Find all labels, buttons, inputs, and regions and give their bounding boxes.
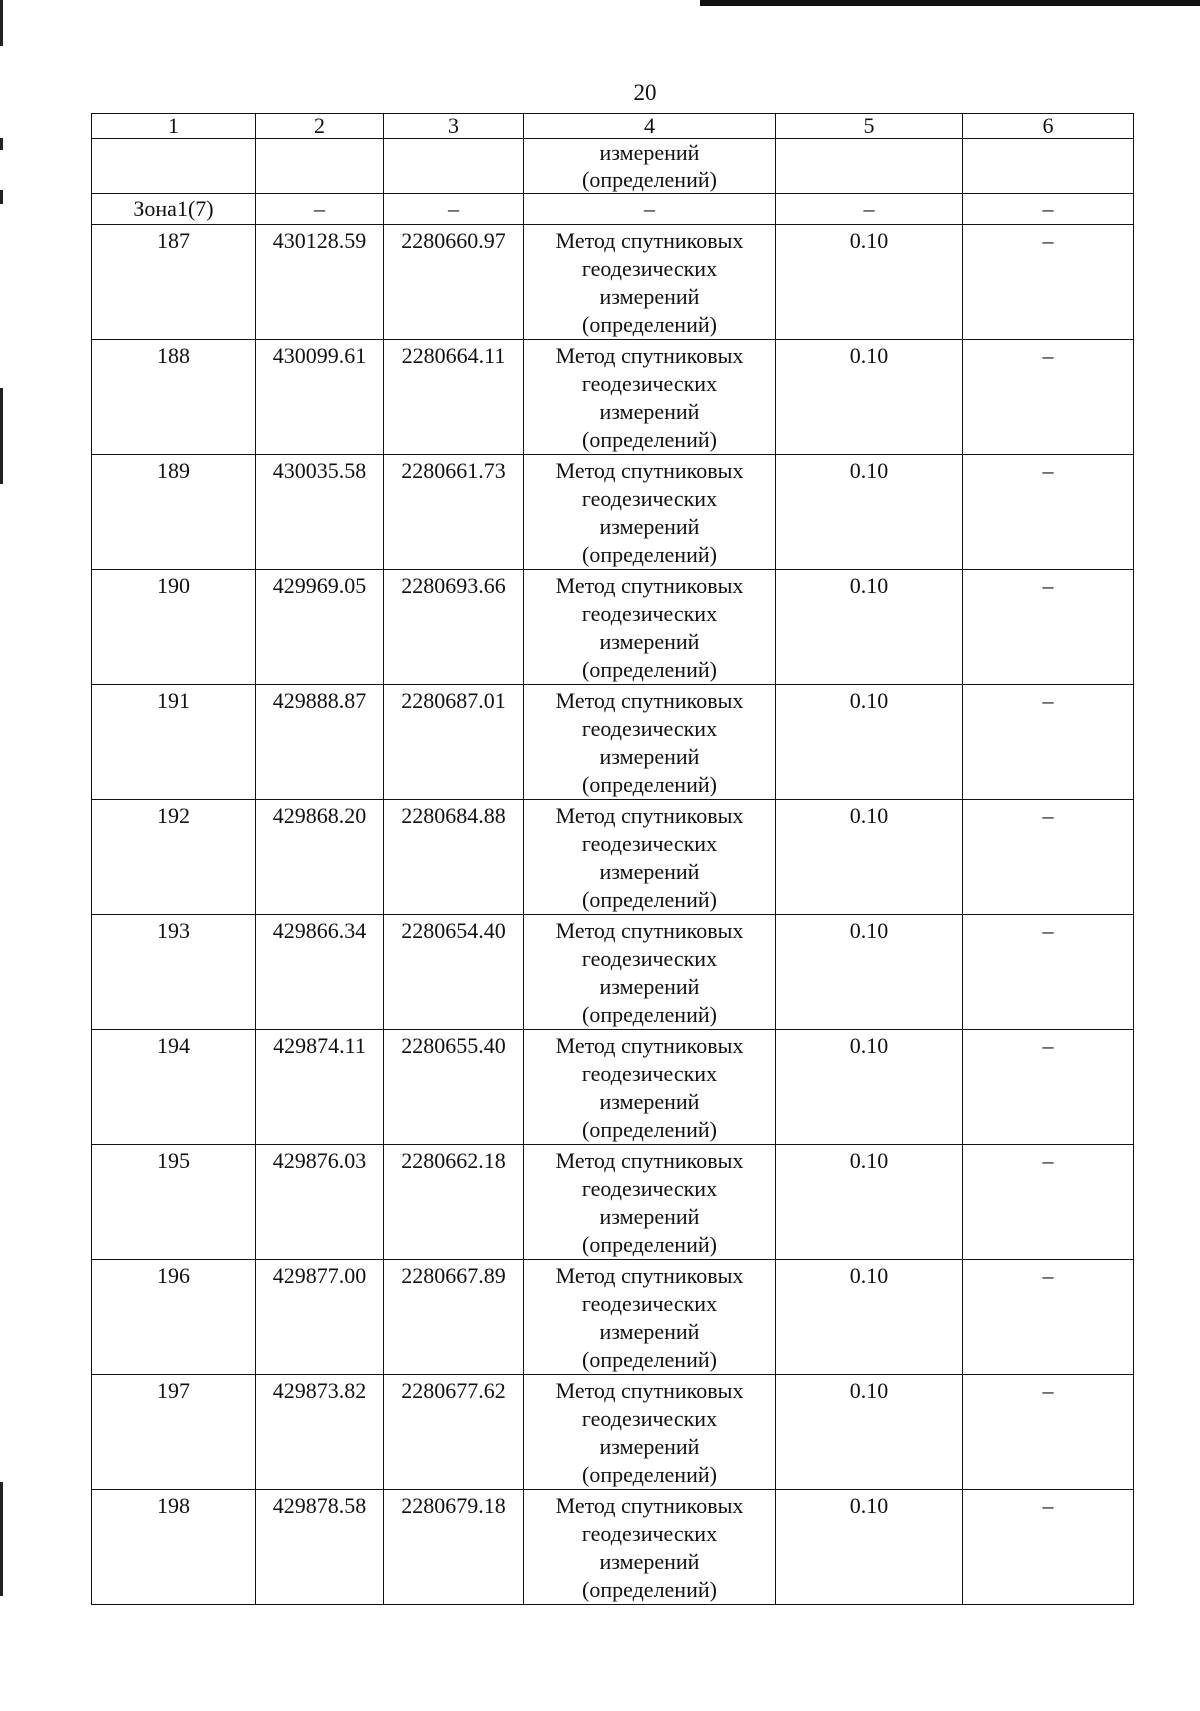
method-line: (определений) bbox=[582, 1347, 717, 1372]
method-line: (определений) bbox=[582, 427, 717, 452]
accuracy-cell: 0.10 bbox=[776, 1030, 963, 1145]
accuracy-cell: 0.10 bbox=[776, 1375, 963, 1490]
table-cell bbox=[384, 139, 524, 194]
note-cell: – bbox=[963, 915, 1134, 1030]
y-coordinate-cell: 2280661.73 bbox=[384, 455, 524, 570]
method-line: (определений) bbox=[582, 887, 717, 912]
method-line: геодезических bbox=[581, 601, 718, 626]
note-cell: – bbox=[963, 1490, 1134, 1605]
point-number-cell: 194 bbox=[92, 1030, 256, 1145]
x-coordinate-cell: 429868.20 bbox=[256, 800, 384, 915]
method-line: измерений bbox=[599, 284, 700, 309]
x-coordinate-cell: 430035.58 bbox=[256, 455, 384, 570]
column-header: 2 bbox=[256, 114, 384, 139]
y-coordinate-cell: 2280693.66 bbox=[384, 570, 524, 685]
table-row bbox=[92, 1145, 1134, 1260]
accuracy-cell: 0.10 bbox=[776, 1260, 963, 1375]
table-row bbox=[92, 1260, 1134, 1375]
point-number-cell: 195 bbox=[92, 1145, 256, 1260]
accuracy-cell: 0.10 bbox=[776, 570, 963, 685]
method-line: (определений) bbox=[582, 312, 717, 337]
method-line: Метод спутниковых bbox=[555, 688, 744, 713]
method-line: (определений) bbox=[582, 1232, 717, 1257]
method-cell bbox=[524, 570, 776, 685]
method-line: Метод спутниковых bbox=[555, 1148, 744, 1173]
method-cell bbox=[524, 455, 776, 570]
table-header-row bbox=[92, 114, 1134, 139]
point-number-cell: 197 bbox=[92, 1375, 256, 1490]
top-scan-rule bbox=[700, 0, 1200, 6]
y-coordinate-cell: 2280660.97 bbox=[384, 225, 524, 340]
note-cell: – bbox=[963, 340, 1134, 455]
table-row bbox=[92, 455, 1134, 570]
zone-row bbox=[92, 194, 1134, 225]
point-number-cell: 193 bbox=[92, 915, 256, 1030]
method-line: измерений bbox=[599, 859, 700, 884]
accuracy-cell: 0.10 bbox=[776, 915, 963, 1030]
method-line: Метод спутниковых bbox=[555, 803, 744, 828]
method-line: измерений bbox=[599, 1204, 700, 1229]
method-line: измерений bbox=[599, 1434, 700, 1459]
y-coordinate-cell: 2280684.88 bbox=[384, 800, 524, 915]
method-line: геодезических bbox=[581, 946, 718, 971]
method-cell bbox=[524, 685, 776, 800]
scan-mark-left bbox=[0, 1482, 3, 1596]
coordinates-table bbox=[91, 113, 1134, 1605]
table-row bbox=[92, 1375, 1134, 1490]
column-header: 4 bbox=[524, 114, 776, 139]
y-coordinate-cell: 2280664.11 bbox=[384, 340, 524, 455]
point-number-cell: 190 bbox=[92, 570, 256, 685]
note-cell: – bbox=[963, 1145, 1134, 1260]
column-header: 6 bbox=[963, 114, 1134, 139]
method-line: геодезических bbox=[581, 371, 718, 396]
x-coordinate-cell: 429866.34 bbox=[256, 915, 384, 1030]
method-line: Метод спутниковых bbox=[555, 1378, 744, 1403]
table-row bbox=[92, 570, 1134, 685]
method-line: измерений bbox=[599, 744, 700, 769]
point-number-cell: 191 bbox=[92, 685, 256, 800]
method-line: (определений) bbox=[582, 1577, 717, 1602]
point-number-cell: 198 bbox=[92, 1490, 256, 1605]
x-coordinate-cell: 429874.11 bbox=[256, 1030, 384, 1145]
note-cell: – bbox=[963, 225, 1134, 340]
x-coordinate-cell: 429873.82 bbox=[256, 1375, 384, 1490]
scan-mark-left bbox=[0, 0, 3, 46]
scan-mark-left bbox=[0, 190, 3, 204]
method-cell bbox=[524, 139, 776, 194]
table-cell bbox=[92, 139, 256, 194]
zone-dash: – bbox=[384, 194, 524, 225]
note-cell: – bbox=[963, 1375, 1134, 1490]
point-number-cell: 188 bbox=[92, 340, 256, 455]
method-line: Метод спутниковых bbox=[555, 573, 744, 598]
table-cell bbox=[963, 139, 1134, 194]
y-coordinate-cell: 2280662.18 bbox=[384, 1145, 524, 1260]
point-number-cell: 189 bbox=[92, 455, 256, 570]
method-line: измерений bbox=[599, 629, 700, 654]
note-cell: – bbox=[963, 685, 1134, 800]
method-line: (определений) bbox=[582, 772, 717, 797]
x-coordinate-cell: 429969.05 bbox=[256, 570, 384, 685]
x-coordinate-cell: 429888.87 bbox=[256, 685, 384, 800]
table-row bbox=[92, 1030, 1134, 1145]
note-cell: – bbox=[963, 1260, 1134, 1375]
method-line: (определений) bbox=[582, 1462, 717, 1487]
method-line: Метод спутниковых bbox=[555, 1033, 744, 1058]
y-coordinate-cell: 2280655.40 bbox=[384, 1030, 524, 1145]
method-line: геодезических bbox=[581, 831, 718, 856]
y-coordinate-cell: 2280679.18 bbox=[384, 1490, 524, 1605]
note-cell: – bbox=[963, 800, 1134, 915]
method-line: измерений bbox=[599, 974, 700, 999]
method-line: Метод спутниковых bbox=[555, 1493, 744, 1518]
accuracy-cell: 0.10 bbox=[776, 1490, 963, 1605]
method-cell bbox=[524, 1375, 776, 1490]
table-row bbox=[92, 800, 1134, 915]
method-line: Метод спутниковых bbox=[555, 458, 744, 483]
accuracy-cell: 0.10 bbox=[776, 685, 963, 800]
column-header: 1 bbox=[92, 114, 256, 139]
zone-dash: – bbox=[963, 194, 1134, 225]
note-cell: – bbox=[963, 1030, 1134, 1145]
method-line: измерений bbox=[599, 1089, 700, 1114]
method-line: геодезических bbox=[581, 256, 718, 281]
method-line: геодезических bbox=[581, 486, 718, 511]
accuracy-cell: 0.10 bbox=[776, 455, 963, 570]
note-cell: – bbox=[963, 570, 1134, 685]
point-number-cell: 192 bbox=[92, 800, 256, 915]
zone-dash: – bbox=[776, 194, 963, 225]
column-header: 3 bbox=[384, 114, 524, 139]
continuation-row bbox=[92, 139, 1134, 194]
method-cell bbox=[524, 340, 776, 455]
method-line: геодезических bbox=[581, 1061, 718, 1086]
accuracy-cell: 0.10 bbox=[776, 800, 963, 915]
accuracy-cell: 0.10 bbox=[776, 225, 963, 340]
method-line: (определений) bbox=[582, 657, 717, 682]
y-coordinate-cell: 2280654.40 bbox=[384, 915, 524, 1030]
table-row bbox=[92, 225, 1134, 340]
method-line: геодезических bbox=[581, 1406, 718, 1431]
scan-mark-left bbox=[0, 138, 3, 150]
accuracy-cell: 0.10 bbox=[776, 1145, 963, 1260]
y-coordinate-cell: 2280687.01 bbox=[384, 685, 524, 800]
point-number-cell: 196 bbox=[92, 1260, 256, 1375]
x-coordinate-cell: 430128.59 bbox=[256, 225, 384, 340]
column-header: 5 bbox=[776, 114, 963, 139]
method-cell bbox=[524, 800, 776, 915]
note-cell: – bbox=[963, 455, 1134, 570]
table-row bbox=[92, 340, 1134, 455]
method-cell bbox=[524, 1490, 776, 1605]
method-line: геодезических bbox=[581, 1291, 718, 1316]
accuracy-cell: 0.10 bbox=[776, 340, 963, 455]
method-line: измерений bbox=[599, 140, 700, 165]
method-line: измерений bbox=[599, 1319, 700, 1344]
x-coordinate-cell: 429876.03 bbox=[256, 1145, 384, 1260]
y-coordinate-cell: 2280677.62 bbox=[384, 1375, 524, 1490]
point-number-cell: 187 bbox=[92, 225, 256, 340]
method-line: геодезических bbox=[581, 716, 718, 741]
method-line: измерений bbox=[599, 399, 700, 424]
method-line: Метод спутниковых bbox=[555, 1263, 744, 1288]
method-cell bbox=[524, 915, 776, 1030]
scan-mark-left bbox=[0, 388, 3, 484]
method-line: (определений) bbox=[582, 167, 717, 192]
zone-dash: – bbox=[524, 194, 776, 225]
method-line: (определений) bbox=[582, 542, 717, 567]
method-line: (определений) bbox=[582, 1117, 717, 1142]
zone-dash: – bbox=[256, 194, 384, 225]
method-line: (определений) bbox=[582, 1002, 717, 1027]
x-coordinate-cell: 430099.61 bbox=[256, 340, 384, 455]
method-cell bbox=[524, 1030, 776, 1145]
method-line: Метод спутниковых bbox=[555, 343, 744, 368]
x-coordinate-cell: 429877.00 bbox=[256, 1260, 384, 1375]
method-cell bbox=[524, 225, 776, 340]
table-cell bbox=[256, 139, 384, 194]
x-coordinate-cell: 429878.58 bbox=[256, 1490, 384, 1605]
method-cell bbox=[524, 1260, 776, 1375]
method-line: измерений bbox=[599, 514, 700, 539]
method-line: измерений bbox=[599, 1549, 700, 1574]
table-cell bbox=[776, 139, 963, 194]
method-line: геодезических bbox=[581, 1176, 718, 1201]
method-cell bbox=[524, 1145, 776, 1260]
method-line: Метод спутниковых bbox=[555, 228, 744, 253]
page-number: 20 bbox=[633, 80, 657, 105]
table-row bbox=[92, 1490, 1134, 1605]
method-line: геодезических bbox=[581, 1521, 718, 1546]
table-row bbox=[92, 915, 1134, 1030]
table-row bbox=[92, 685, 1134, 800]
method-line: Метод спутниковых bbox=[555, 918, 744, 943]
y-coordinate-cell: 2280667.89 bbox=[384, 1260, 524, 1375]
zone-label: Зона1(7) bbox=[92, 194, 256, 225]
